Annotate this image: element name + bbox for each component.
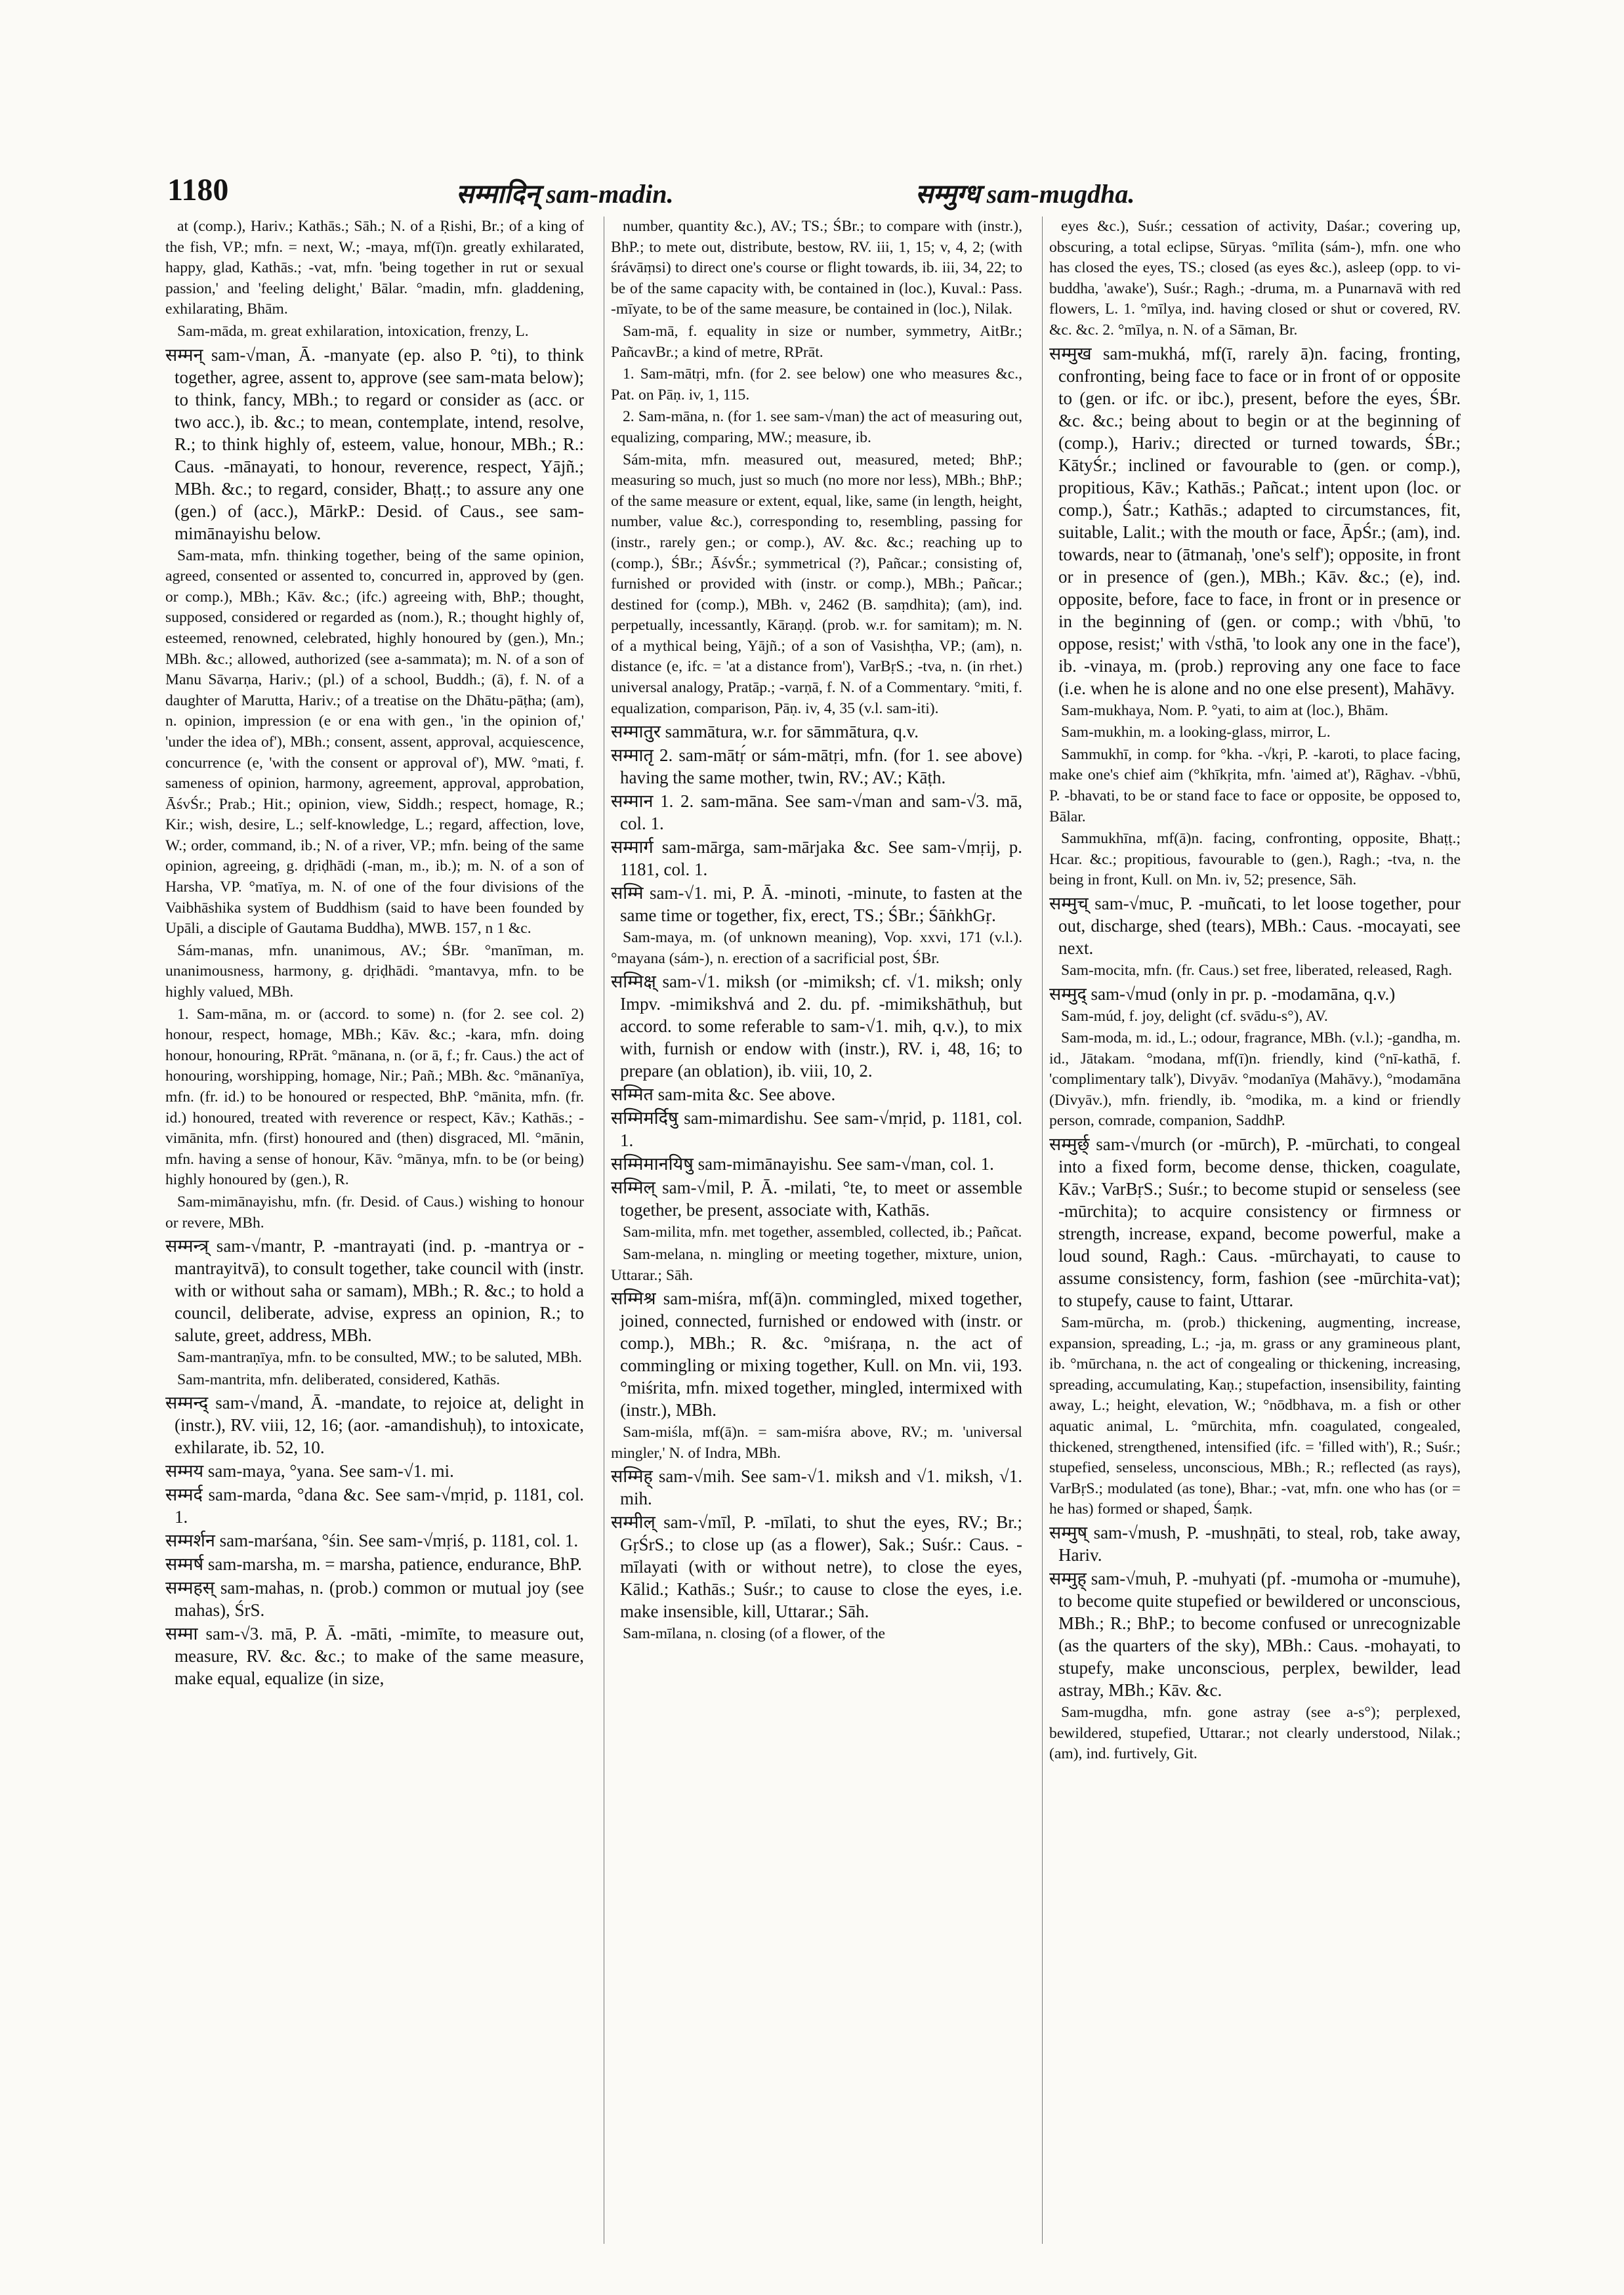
dictionary-entry: सम्महस् sam-mahas, n. (prob.) common or mutual joy (see mahas), ŚrS. — [165, 1578, 584, 1621]
running-header — [167, 172, 1457, 218]
dictionary-subentry: 1. Sam-mātṛi, mfn. (for 2. see below) one who measures &c., Pat. on Pāṇ. iv, 1, 115. — [611, 365, 1022, 403]
dictionary-subentry: Sam-mukhin, m. a looking-glass, mirror, L. — [1061, 724, 1331, 741]
dictionary-subentry: Sam-mocita, mfn. (fr. Caus.) set free, liberated, released, Ragh. — [1061, 961, 1453, 979]
dictionary-entry: सम्मुष् sam-√mush, P. -mushṇāti, to steal, rob, take away, Hariv. — [1049, 1523, 1461, 1565]
dictionary-entry: सम्मर्द sam-marda, °dana &c. See sam-√mṛid, p. 1181, col. 1. — [165, 1485, 584, 1527]
header-left-headword: सम्मादिन् sam-madin. — [456, 179, 674, 209]
dictionary-entry: सम्मिश्र sam-miśra, mf(ā)n. commingled, mixed together, joined, connected, furnished or endowed with (instr. or comp.), MBh.; R. &c. °miśraṇa, n. the act of commingling or mixing together, Kull. on Mn. vii, 193. °miśrita, mfn. mixed together, mingled, intermixed with (instr.), MBh. — [611, 1289, 1022, 1420]
dictionary-entry: सम्मुद् sam-√mud (only in pr. p. -modamāna, q.v.) — [1049, 983, 1396, 1004]
dictionary-subentry: Sam-mukhaya, Nom. P. °yati, to aim at (loc.), Bhām. — [1061, 701, 1388, 719]
dictionary-entry: सम्मिह् sam-√mih. See sam-√1. miksh and √1. miksh, √1. mih. — [611, 1466, 1022, 1509]
dictionary-subentry: Sam-māda, m. great exhilaration, intoxication, frenzy, L. — [177, 322, 529, 340]
dictionary-entry: सम्मुख sam-mukhá, mf(ī, rarely ā)n. facing, fronting, confronting, being face to face or in front of or opposite to (gen. or ifc. or ibc.), present, before the eyes, ŚBr. &c. &c.; being about to begin or at the beginning of (comp.), Hariv.; directed or turned towards, ŚBr.; KātyŚr.; inclined or favourable to (gen. or comp.), propitious, Kāv.; Kathās.; Pañcat.; intent upon (loc. or comp.), Śatr.; Kathās.; adapted to circumstances, fit, suitable, Lalit.; with the mouth or face, ĀpŚr.; (am), ind. towards, near to (ātmanaḥ, 'one's self'); opposite, in front or in presence of (gen.), MBh.; Kāv. &c.; (e), ind. opposite, before, face to face, in front or in presence or in the beginning of (gen. or comp.; with √bhū, 'to oppose, resist;' with √sthā, 'to look any one in the face'), ib. -vinaya, m. (prob.) reproving any one face to face (i.e. when he is alone and no one else present), Mahāvy. — [1049, 343, 1461, 698]
header-right-headword: सम्मुग्ध sam-mugdha. — [915, 179, 1135, 209]
dictionary-subentry: Sam-melana, n. mingling or meeting together, mixture, union, Uttarar.; Sāh. — [611, 1246, 1022, 1284]
dictionary-entry: सम्मि sam-√1. mi, P. Ā. -minoti, -minute, to fasten at the same time or together, fix, erect, TS.; ŚBr.; ŚāṅkhGṛ. — [611, 883, 1022, 926]
dictionary-subentry: Sammukhīna, mf(ā)n. facing, confronting, opposite, Bhaṭṭ.; Hcar. &c.; propitious, favourable to (gen.), Ragh.; -tva, n. the being in front, Kull. on Mn. iv, 52; presence, Sāh. — [1049, 830, 1461, 889]
dictionary-entry: सम्मार्ग sam-mārga, sam-mārjaka &c. See sam-√mṛij, p. 1181, col. 1. — [611, 837, 1022, 880]
dictionary-subentry: Sam-mimānayishu, mfn. (fr. Desid. of Caus.) wishing to honour or revere, MBh. — [165, 1193, 584, 1231]
dictionary-subentry: Sam-mantraṇīya, mfn. to be consulted, MW.; to be saluted, MBh. — [177, 1349, 583, 1367]
dictionary-subentry: 1. Sam-māna, m. or (accord. to some) n. (for 2. see col. 2) honour, respect, homage, MBh.; Kāv. &c.; -kara, mfn. doing honour, honouring, RPrāt. °mānana, n. (or ā, f.; fr. Caus.) the act of honouring, worshipping, homage, Nir.; Pañ.; MBh. &c. °mānanīya, mfn. (fr. id.) to be honoured or respected, BhP. °mānita, mfn. (fr. id.) honoured, treated with reverence or respect, Kāv.; Kathās.; -vimānita, mfn. (first) honoured and (then) disgraced, Ml. °mānin, mfn. having a sense of honour, Kāv. °mānya, mfn. to be (or being) highly honoured by (gen.), R. — [165, 1005, 584, 1189]
dictionary-subentry: Sam-milita, mfn. met together, assembled, collected, ib.; Pañcat. — [623, 1224, 1022, 1241]
dictionary-entry: सम्मुर्छ् sam-√murch (or -mūrch), P. -mūrchati, to congeal into a fixed form, become dense, thicken, coagulate, Kāv.; VarBṛS.; Suśr.; to become stupid or senseless (see -mūrchita); to acquire consistency or firmness or strength, increase, expand, become powerful, make a loud sound, Ragh.: Caus. -mūrchayati, to cause to assume consistency, form, fashion (see -mūrchita-vat); to stupefy, cause to faint, Uttarar. — [1049, 1134, 1461, 1311]
dictionary-subentry: Sam-múd, f. joy, delight (cf. svādu-s°), AV. — [1061, 1007, 1328, 1025]
dictionary-entry: सम्मर्शन sam-marśana, °śin. See sam-√mṛiś, p. 1181, col. 1. — [165, 1531, 579, 1551]
dictionary-subentry: Sam-mata, mfn. thinking together, being of the same opinion, agreed, consented or assented to, concurred in, approved by (gen. or comp.), MBh.; Kāv. &c.; (ifc.) agreeing with, BhP.; thought, supposed, considered or regarded as (nom.), R.; thought highly of, esteemed, renowned, celebrated, highly honoured by (gen.), Mn.; MBh. &c.; allowed, authorized (see a-sammata); m. N. of a son of Manu Sāvarṇa, Hariv.; (pl.) of a school, Buddh.; (ā), f. N. of a daughter of Marutta, Hariv.; of a treatise on the Dhātu-pāṭha; (am), n. opinion, impression (e or ena with gen., 'in the opinion of,' 'under the idea of'), MBh.; consent, assent, approval, acquiescence, concurrence (e, 'with the consent or approval of'), MW. °mati, f. sameness of opinion, harmony, agreement, approval, approbation, ĀśvŚr.; Prab.; Hit.; opinion, view, Siddh.; respect, homage, R.; Kir.; wish, desire, L.; self-knowledge, L.; regard, affection, love, W.; order, command, ib.; N. of a river, VP.; mfn. being of the same opinion, agreeing, g. dṛiḍhādi (-man, m., ib.); m. N. of a son of Harsha, VP. °matīya, m. N. of one of the four divisions of the Vaibhāshika system of Buddhism (said to have been founded by Upāli, a disciple of Gautama Buddha), MWB. 157, n 1 &c. — [165, 547, 584, 938]
dictionary-entry: सम्मन्द् sam-√mand, Ā. -mandate, to rejoice at, delight in (instr.), RV. viii, 12, 16; (aor. -amandishuḥ), to intoxicate, exhilarate, ib. 52, 10. — [165, 1393, 584, 1458]
dictionary-entry: सम्मिमर्दिषु sam-mimardishu. See sam-√mṛid, p. 1181, col. 1. — [611, 1108, 1022, 1151]
dictionary-entry: सम्मातृ 2. sam-mātṛ́ or sám-mātṛi, mfn. (for 1. see above) having the same mother, twin, RV.; AV.; Kāṭh. — [611, 745, 1022, 788]
dictionary-subentry: Sam-mā, f. equality in size or number, symmetry, AitBr.; PañcavBr.; a kind of metre, RPrāt. — [611, 322, 1022, 361]
dictionary-entry: सम्मील् sam-√mīl, P. -mīlati, to shut the eyes, RV.; Br.; GṛŚrS.; to close up (as a flower), Sak.; Suśr.: Caus. -mīlayati (with or without netre), to close the eyes, Kālid.; Kathās.; Suśr.; to cause to close the eyes, i.e. make insensible, kill, Uttarar.; Sāh. — [611, 1512, 1022, 1622]
dictionary-subentry: Sam-mīlana, n. closing (of a flower, of the — [623, 1625, 886, 1643]
dictionary-entry: सम्मातुर sammātura, w.r. for sāmmātura, q.v. — [611, 722, 919, 742]
dictionary-entry: सम्मन्त्र् sam-√mantr, P. -mantrayati (ind. p. -mantrya or -mantrayitvā), to consult together, take council with (instr. with or without saha or samam), MBh.; R. &c.; to hold a council, deliberate, advise, express an opinion, R.; to salute, greet, address, MBh. — [165, 1236, 584, 1346]
dictionary-subentry: Sám-mita, mfn. measured out, measured, meted; BhP.; measuring so much, just so much (no more nor less), MBh.; BhP.; of the same measure or extent, equal, like, same (in length, height, number, value &c.), corresponding to, resembling, passing for (instr., rarely gen.; or comp.), AV. &c. &c.; reaching up to (comp.), ŚBr.; ĀśvŚr.; symmetrical (?), Pañcar.; consisting of, furnished or provided with (instr. or comp.), MBh.; Pañcar.; destined for (comp.), MBh. v, 2462 (B. saṃdhita); (am), ind. perpetually, incessantly, Kāraṇḍ. (prob. w.r. for samitam); m. N. of a mythical being, Yājñ.; of a son of Vasishṭha, VP.; (am), n. distance (e, ifc. = 'at a distance from'), VarBṛS.; -tva, n. (in rhet.) universal analogy, Pratāp.; -varṇā, f. N. of a Commentary. °miti, f. equalization, comparison, Pāṇ. iv, 4, 35 (v.l. sam-iti). — [611, 451, 1022, 717]
dictionary-subentry: Sám-manas, mfn. unanimous, AV.; ŚBr. °manīman, m. unanimousness, harmony, g. dṛiḍhādi. °mantavya, mfn. to be highly valued, MBh. — [165, 941, 584, 1001]
dictionary-subentry: Sam-mūrcha, m. (prob.) thickening, augmenting, increase, expansion, spreading, L.; -ja, m. grass or any gramineous plant, ib. °mūrchana, n. the act of congealing or thickening, increasing, spreading, accumulating, Kaṇ.; stupefaction, insensibility, fainting away, L.; height, elevation, W.; °nōdbhava, m. a fish or other aquatic animal, L. °mūrchita, mfn. coagulated, congealed, thickened, strengthened, intensified (ifc. = 'filled with'), R.; Suśr.; stupefied, senseless, unconscious, MBh.; R.; reflected (as rays), VarBṛS.; modulated (as tone), Bhar.; -vat, mfn. one who has (or = he has) formed or shaped, Śaṃk. — [1049, 1314, 1461, 1518]
dictionary-subentry: at (comp.), Hariv.; Kathās.; Sāh.; N. of a Ṛishi, Br.; of a king of the fish, VP.; mfn. = next, W.; -maya, mf(ī)n. greatly exhilarated, happy, glad, Kathās.; -vat, mfn. 'being together in rut or sexual passion,' and 'feeling delight,' Bālar. °madin, mfn. gladdening, exhilarating, Bhām. — [165, 218, 584, 318]
dictionary-subentry: Sam-maya, m. (of unknown meaning), Vop. xxvi, 171 (v.l.). °mayana (sám-), n. erection of a sacrificial post, ŚBr. — [611, 929, 1022, 967]
dictionary-entry: सम्मिमानयिषु sam-mimānayishu. See sam-√man, col. 1. — [611, 1154, 994, 1174]
dictionary-entry: सम्मान 1. 2. sam-māna. See sam-√man and sam-√3. mā, col. 1. — [611, 791, 1022, 834]
column-2 — [604, 217, 1022, 2244]
dictionary-entry: सम्मन् sam-√man, Ā. -manyate (ep. also P. °ti), to think together, agree, assent to, approve (see sam-mata below); to think, fancy, MBh.; to regard or consider as (acc. or two acc.), ib. &c.; to mean, contemplate, intend, resolve, R.; to think highly of, esteem, value, honour, MBh.; R.: Caus. -mānayati, to honour, reverence, respect, Yājñ.; MBh. &c.; to regard, consider, Bhaṭṭ.; to assure any one (gen.) of (acc.), MārkP.: Desid. of Caus., see sam-mimānayishu below. — [165, 344, 584, 543]
dictionary-subentry: 2. Sam-māna, n. (for 1. see sam-√man) the act of measuring out, equalizing, comparing, MW.; measure, ib. — [611, 408, 1022, 446]
page-number: 1180 — [167, 173, 229, 207]
dictionary-subentry: eyes &c.), Suśr.; cessation of activity, Daśar.; covering up, obscuring, a total eclipse, Sūryas. °mīlita (sám-), mfn. one who has closed the eyes, TS.; closed (as eyes &c.), asleep (opp. to vi-buddha, 'awake'), Suśr.; Ragh.; -druma, m. a Punarnavā with red flowers, L. 1. °mīlya, ind. having closed or shut or covered, RV. &c. &c. 2. °mīlya, n. N. of a Sāman, Br. — [1049, 218, 1461, 339]
dictionary-entry: सम्मर्ष sam-marsha, m. = marsha, patience, endurance, BhP. — [165, 1554, 582, 1575]
dictionary-subentry: Sammukhī, in comp. for °kha. -√kṛi, P. -karoti, to place facing, make one's chief aim (°khīkṛita, mfn. 'aimed at'), Rāghav. -√bhū, P. -bhavati, to be or stand face to face or opposite, be opposed to, Bālar. — [1049, 745, 1461, 825]
column-1 — [165, 217, 584, 2244]
dictionary-entry: सम्मित sam-mita &c. See above. — [611, 1085, 836, 1105]
dictionary-entry: सम्मिक्ष् sam-√1. miksh (or -mimiksh; cf. √1. miksh; only Impv. -mimikshvá and 2. du. pf. -mimikshāthuḥ, but accord. to some referable to sam-√1. mih, q.v.), to mix with, furnish or endow with (instr.), RV. i, 48, 16; to prepare (an oblation), ib. viii, 10, 2. — [611, 972, 1022, 1081]
column-3 — [1042, 217, 1461, 2244]
dictionary-subentry: Sam-moda, m. id., L.; odour, fragrance, MBh. (v.l.); -gandha, m. id., Jātakam. °modana, mf(ī)n. friendly, kind (°nī-kathā, f. 'complimentary talk'), Divyāv. °modanīya (Mahāvy.), °modamāna (Divyāv.), mfn. friendly, ib. °modika, m. a kind or friendly person, comrade, companion, SaddhP. — [1049, 1029, 1461, 1130]
dictionary-entry: सम्मुच् sam-√muc, P. -muñcati, to let loose together, pour out, discharge, shed (tears), MBh.: Caus. -mocayati, see next. — [1049, 893, 1461, 958]
dictionary-subentry: Sam-mugdha, mfn. gone astray (see a-s°); perplexed, bewildered, stupefied, Uttarar.; not clearly understood, Nilak.; (am), ind. furtively, Git. — [1049, 1704, 1461, 1763]
dictionary-entry: सम्मय sam-maya, °yana. See sam-√1. mi. — [165, 1461, 454, 1481]
dictionary-entry: सम्मा sam-√3. mā, P. Ā. -māti, -mimīte, to measure out, measure, RV. &c. &c.; to make of the same measure, make equal, equalize (in size, — [165, 1624, 584, 1689]
dictionary-subentry: number, quantity &c.), AV.; TS.; ŚBr.; to compare with (instr.), BhP.; to mete out, distribute, bestow, RV. iii, 1, 15; v, 4, 2; (with śrávāṃsi) to direct one's course or flight towards, ib. iii, 34, 22; to be of the same capacity with, be contained in (loc.), Kuval.: Pass. -mīyate, to be of the same measure, be contained in (loc.), Nilak. — [611, 218, 1022, 318]
dictionary-entry: सम्मिल् sam-√mil, P. Ā. -milati, °te, to meet or assemble together, be present, associate with, Kathās. — [611, 1178, 1022, 1220]
dictionary-subentry: Sam-mantrita, mfn. deliberated, considered, Kathās. — [177, 1371, 501, 1388]
text-columns — [165, 217, 1461, 2244]
dictionary-subentry: Sam-miśla, mf(ā)n. = sam-miśra above, RV.; m. 'universal mingler,' N. of Indra, MBh. — [611, 1424, 1022, 1462]
dictionary-entry: सम्मुह् sam-√muh, P. -muhyati (pf. -mumoha or -mumuhe), to become quite stupefied or bewildered or unconscious, MBh.; R.; BhP.; to become confused or unrecognizable (as the quarters of the sky), MBh.: Caus. -mohayati, to stupefy, make unconscious, perplex, bewilder, lead astray, MBh.; Kāv. &c. — [1049, 1569, 1461, 1700]
